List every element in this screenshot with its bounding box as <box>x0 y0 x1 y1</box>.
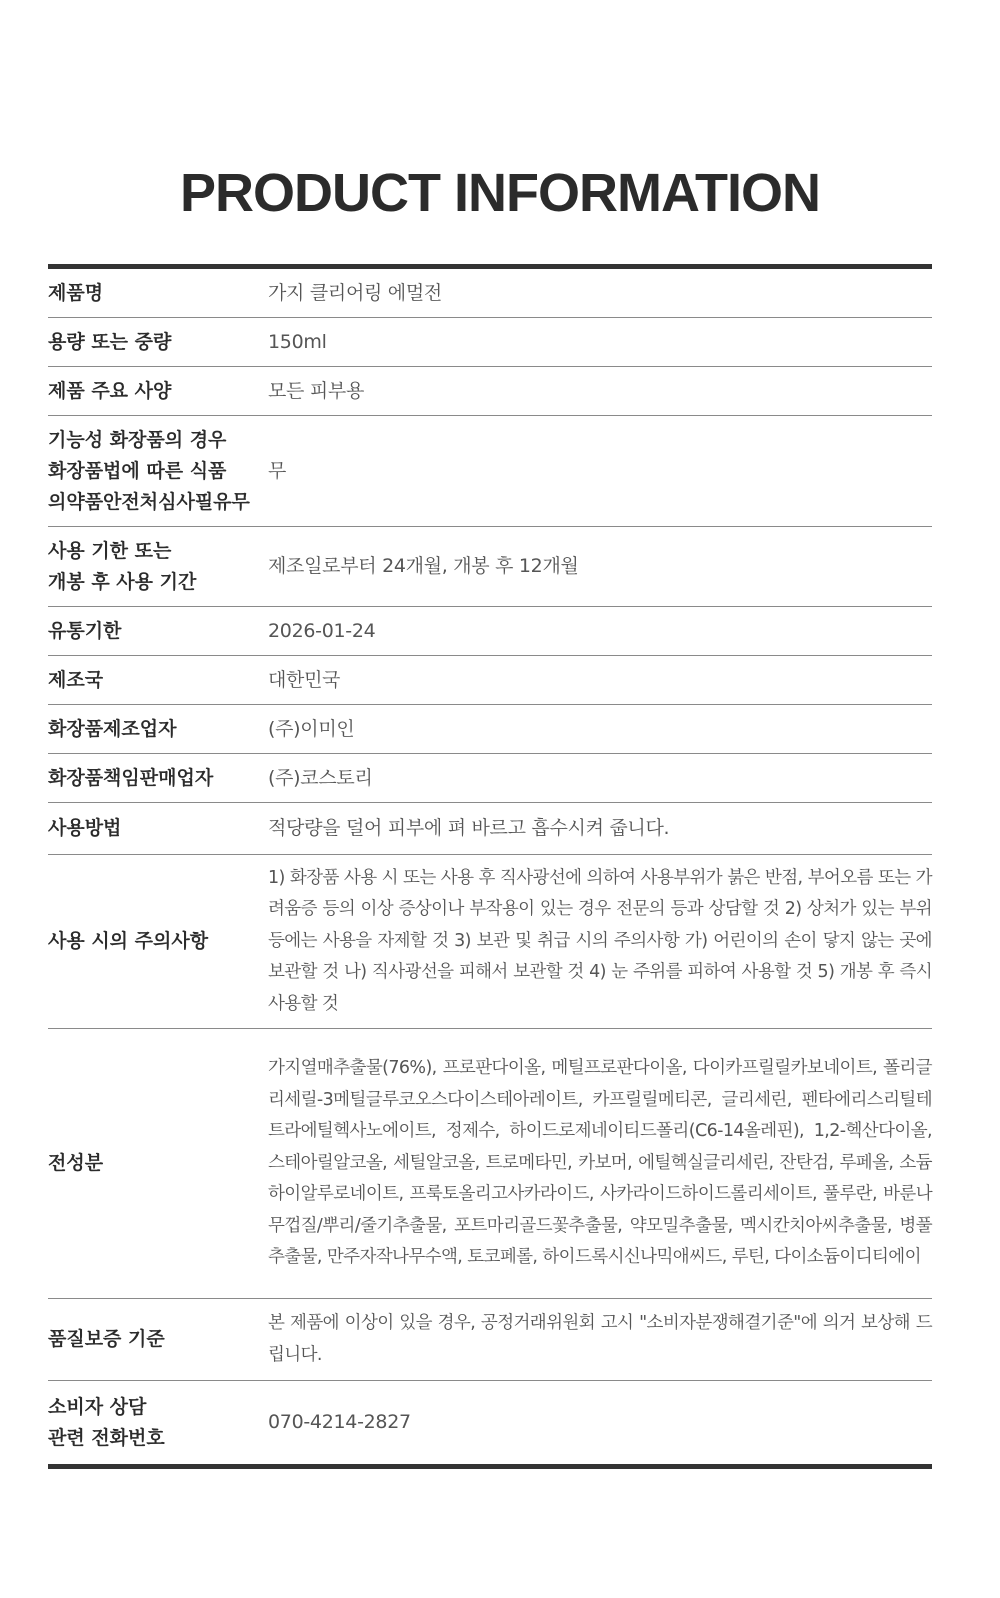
table-row-expiration-date <box>48 607 932 656</box>
row-label: 소비자 상담 관련 전화번호 <box>48 1395 165 1449</box>
row-label: 용량 또는 중량 <box>48 330 172 353</box>
row-label: 화장품제조업자 <box>48 717 177 740</box>
table-row-spec <box>48 367 932 416</box>
row-value: 모든 피부용 <box>268 379 365 402</box>
product-info-table <box>48 264 932 1469</box>
table-row-ingredients <box>48 1029 932 1299</box>
row-value: (주)코스토리 <box>268 766 373 789</box>
table-row-country <box>48 656 932 705</box>
row-label: 제품 주요 사양 <box>48 379 172 402</box>
row-label: 기능성 화장품의 경우 화장품법에 따른 식품 의약품안전처심사필유무 <box>48 428 250 513</box>
table-row-distributor <box>48 754 932 803</box>
row-value: (주)이미인 <box>268 717 355 740</box>
row-value: 2026-01-24 <box>268 619 376 642</box>
table-row-precautions <box>48 855 932 1029</box>
row-value: 가지열매추출물(76%), 프로판다이올, 메틸프로판다이올, 다이카프릴릴카보네이트, 폴리글리세릴-3메틸글루코오스다이스테아레이트, 카프릴릴메티콘, 글리세린, 펜타에리스리틸테트라에틸헥사노에이트, 정제수, 하이드로제네이티드폴리(C6-14올레핀), 1,2-헥산다이올, 스테아릴알코올, 세틸알코올, 트로메타민, 카보머, 에틸헥실글리세린, 잔탄검, 루페올, 소듐하이알루로네이트, 프룩토올리고사카라이드, 사카라이드하이드롤리세이트, 풀루란, 바룬나무껍질/뿌리/줄기추출물, 포트마리골드꽃추출물, 약모밀추출물, 멕시칸치아씨추출물, 병풀추출물, 만주자작나무수액, 토코페롤, 하이드록시신나믹애씨드, 루틴, 다이소듐이디티에이 <box>268 1058 932 1268</box>
table-row-usage <box>48 803 932 855</box>
row-label: 유통기한 <box>48 619 122 642</box>
row-label: 사용 기한 또는 개봉 후 사용 기간 <box>48 539 197 593</box>
row-label: 사용방법 <box>48 817 122 839</box>
table-row-product-name <box>48 269 932 318</box>
row-label: 전성분 <box>48 1152 104 1174</box>
table-row-expiry-period <box>48 527 932 607</box>
row-value: 070-4214-2827 <box>268 1411 411 1433</box>
page-title: PRODUCT INFORMATION <box>180 163 820 223</box>
row-label: 화장품책임판매업자 <box>48 766 214 789</box>
row-value: 무 <box>268 459 287 482</box>
table-row-capacity <box>48 318 932 367</box>
row-value: 가지 클리어링 에멀전 <box>268 281 442 304</box>
table-row-functional-review <box>48 416 932 527</box>
row-value: 본 제품에 이상이 있을 경우, 공정거래위원회 고시 "소비자분쟁해결기준"에 의거 보상해 드립니다. <box>268 1313 932 1365</box>
row-value: 제조일로부터 24개월, 개봉 후 12개월 <box>268 555 579 577</box>
row-label: 사용 시의 주의사항 <box>48 930 209 952</box>
row-label: 제품명 <box>48 281 104 304</box>
table-row-manufacturer <box>48 705 932 754</box>
row-label: 제조국 <box>48 668 104 691</box>
table-row-quality-guarantee <box>48 1299 932 1381</box>
row-value: 적당량을 덜어 피부에 펴 바르고 흡수시켜 줍니다. <box>268 817 670 839</box>
row-value: 150ml <box>268 330 327 353</box>
row-label: 품질보증 기준 <box>48 1328 165 1350</box>
row-value: 1) 화장품 사용 시 또는 사용 후 직사광선에 의하여 사용부위가 붉은 반점, 부어오름 또는 가려움증 등의 이상 증상이나 부작용이 있는 경우 전문의 등과 상담할 것 2) 상처가 있는 부위 등에는 사용을 자제할 것 3) 보관 및 취급 시의 주의사항 가) 어린이의 손이 닿지 않는 곳에 보관할 것 나) 직사광선을 피해서 보관할 것 4) 눈 주위를 피하여 사용할 것 5) 개봉 후 즉시 사용할 것 <box>268 867 932 1014</box>
table-row-consumer-phone <box>48 1381 932 1464</box>
row-value: 대한민국 <box>268 668 341 691</box>
